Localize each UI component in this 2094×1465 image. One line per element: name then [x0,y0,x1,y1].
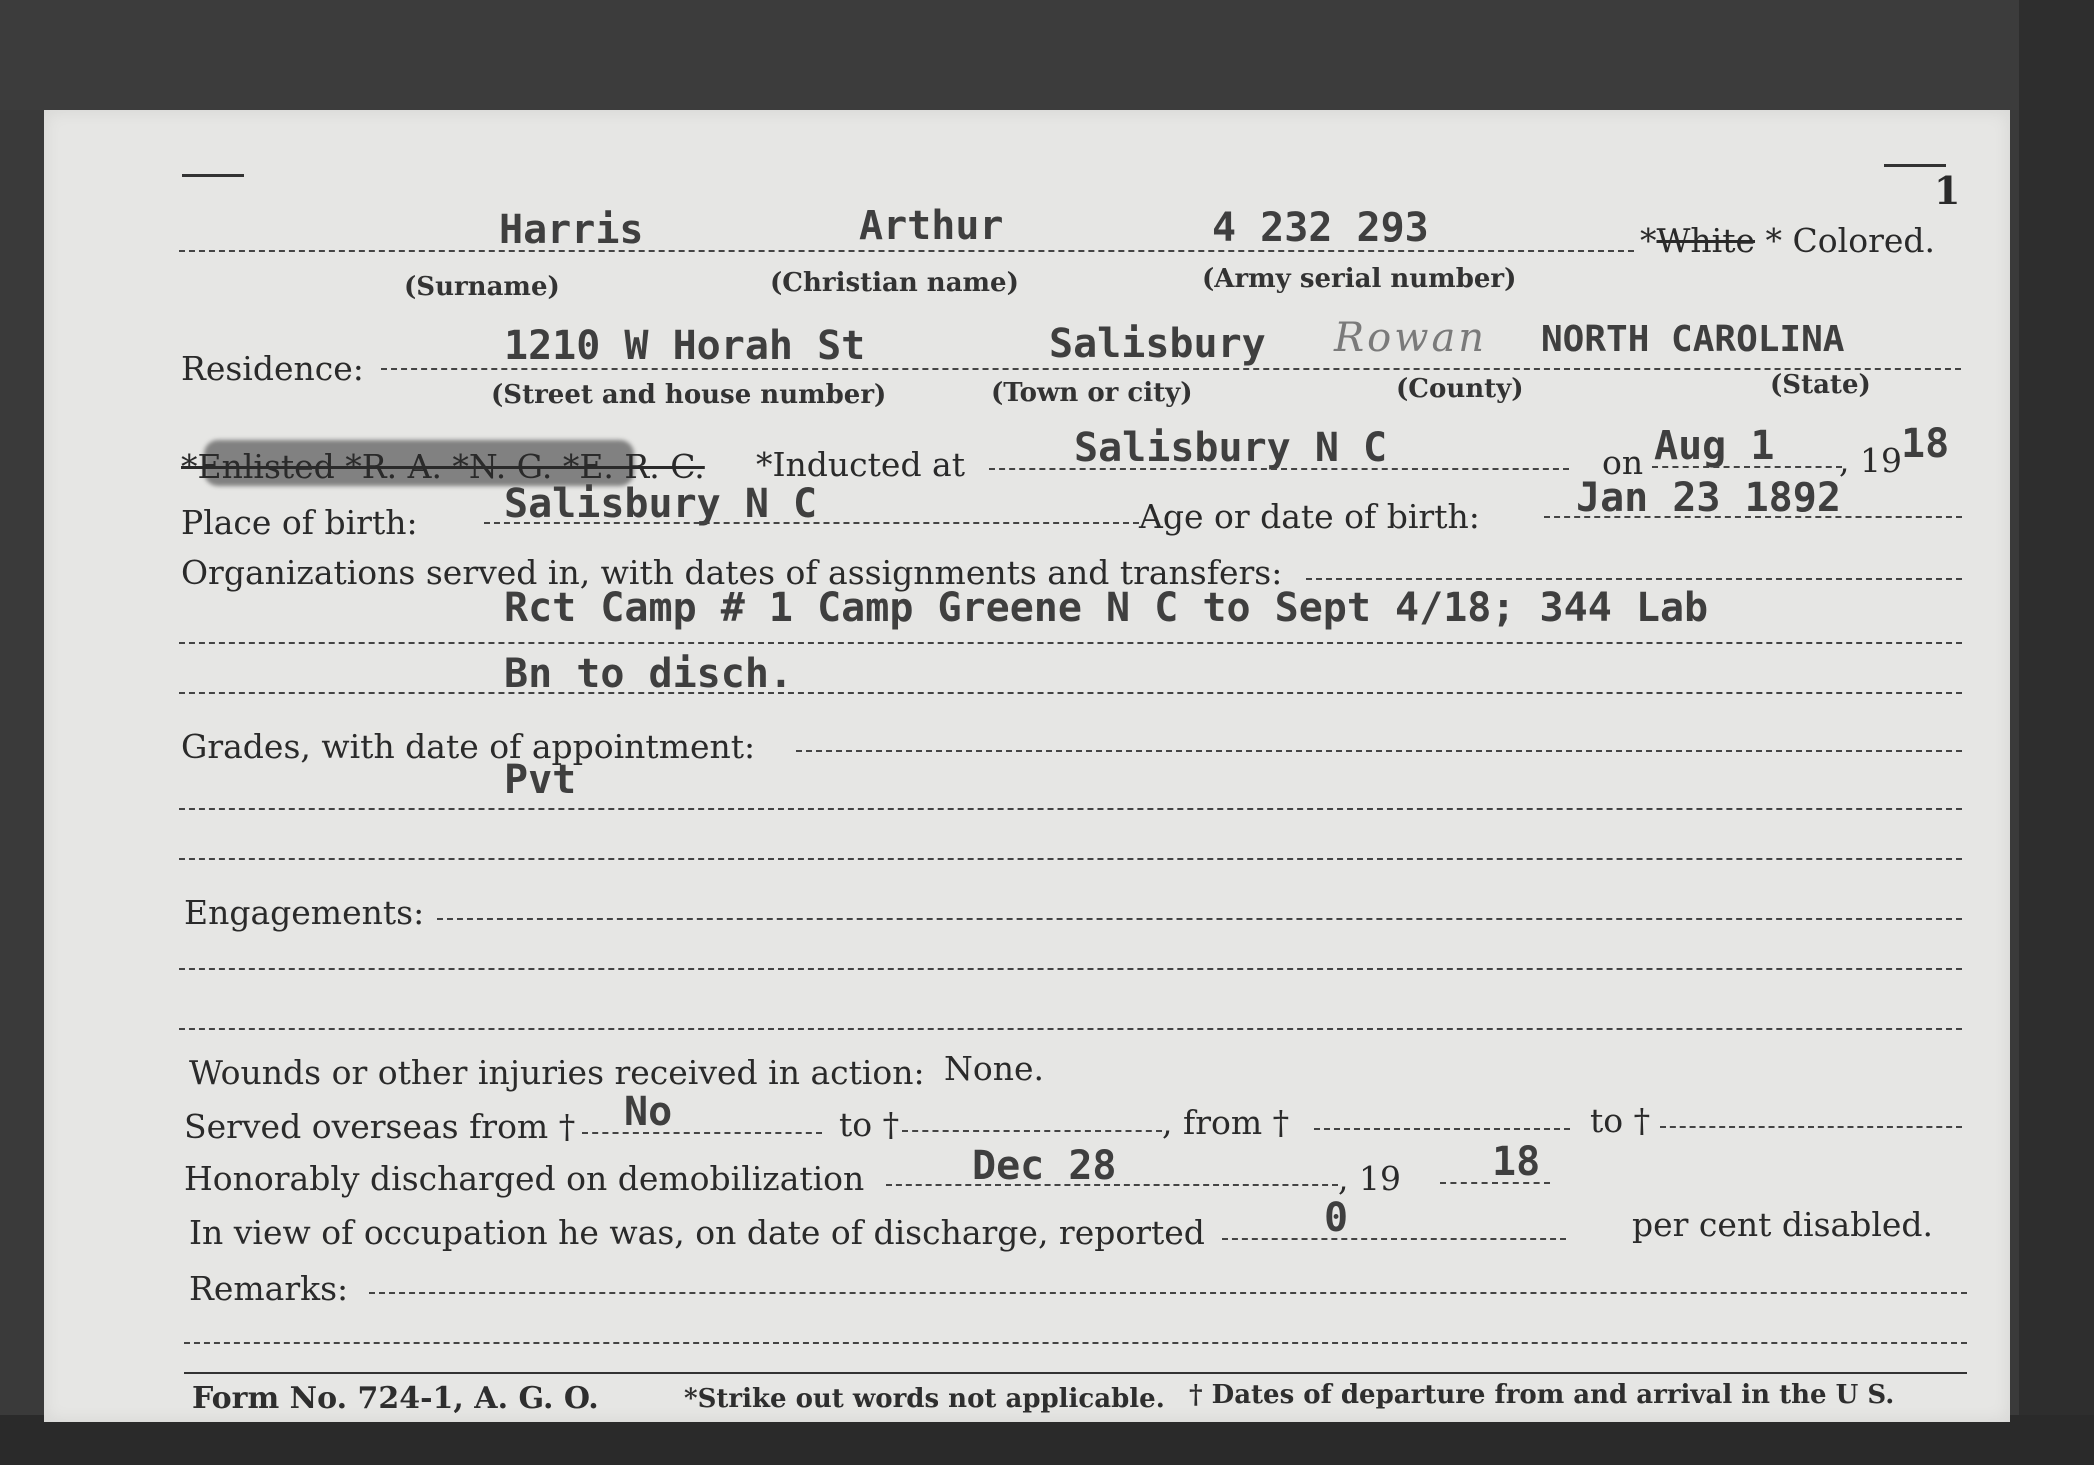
surname-caption: (Surname) [404,272,560,302]
organizations-line1-value: Rct Camp # 1 Camp Greene N C to Sept 4/18; 344 Lab [504,585,1709,631]
race-colored: Colored. [1792,221,1935,260]
grades-label: Grades, with date of appointment: [181,727,756,766]
overseas-from2-line [1314,1128,1570,1130]
residence-line [381,368,1961,370]
town-caption: (Town or city) [991,378,1193,408]
organizations-line-2 [179,692,1962,694]
organizations-label: Organizations served in, with dates of assignments and transfers: [181,553,1283,592]
date-of-birth-value: Jan 23 1892 [1576,475,1841,521]
disability-label: In view of occupation he was, on date of discharge, reported [189,1213,1205,1252]
corner-rule-left [182,174,244,177]
overseas-to2-label: to † [1590,1101,1651,1140]
engagements-line-2 [179,1028,1962,1030]
state-value: NORTH CAROLINA [1541,319,1845,360]
engagements-line-1 [179,968,1962,970]
organizations-line-1 [179,642,1962,644]
street-caption: (Street and house number) [491,380,887,410]
date-of-birth-label: Age or date of birth: [1139,497,1480,536]
overseas-from-label: Served overseas from † [184,1107,576,1146]
state-caption: (State) [1770,370,1871,400]
form-number: Form No. 724-1, A. G. O. [192,1381,599,1416]
place-of-birth-line [484,522,1139,524]
overseas-from2-label: , from † [1162,1103,1290,1142]
organizations-line-0 [1306,578,1962,580]
remarks-line-1 [369,1292,1967,1294]
wounds-value: None. [944,1049,1045,1088]
place-of-birth-label: Place of birth: [181,503,418,542]
service-record-card [44,110,2010,1422]
discharge-date-line [886,1184,1338,1186]
inducted-label: *Inducted at [756,445,965,484]
grades-value: Pvt [504,757,577,803]
street-value: 1210 W Horah St [504,323,866,369]
serial-number-caption: (Army serial number) [1202,264,1517,294]
place-of-birth-value: Salisbury N C [504,481,818,527]
overseas-to-line [902,1130,1162,1132]
grades-line-0 [796,750,1962,752]
scan-background-top [0,0,2094,110]
grades-line-1 [179,808,1962,810]
inducted-place-value: Salisbury N C [1074,425,1388,471]
residence-label: Residence: [181,349,364,388]
serial-number-value: 4 232 293 [1212,205,1429,251]
town-value: Salisbury [1049,321,1266,367]
discharge-date-value: Dec 28 [972,1143,1117,1189]
page-number: 1 [1934,168,1961,213]
organizations-line2-value: Bn to disch. [504,651,793,697]
on-label: on [1602,443,1644,482]
engagements-line-0 [437,918,1962,920]
inducted-date-value: Aug 1 [1654,423,1775,469]
wounds-label: Wounds or other injuries received in action: [189,1053,925,1092]
strike-note: *Strike out words not applicable. [684,1384,1165,1414]
header-line [179,250,1634,252]
enlisted-options-struck: *Enlisted *R. A. *N. G. *E. R. C. [181,447,705,486]
christian-name-caption: (Christian name) [770,268,1019,298]
grades-line-2 [179,858,1962,860]
disability-line [1222,1238,1566,1240]
christian-name-value: Arthur [859,203,1004,249]
disability-value: 0 [1324,1195,1349,1241]
discharge-label: Honorably discharged on demobilization [184,1159,865,1198]
corner-rule-right [1884,164,1946,167]
inducted-line [989,468,1569,470]
discharge-year-line [1440,1182,1550,1184]
discharge-year-prefix: , 19 [1338,1159,1401,1198]
date-of-birth-line [1544,516,1962,518]
discharge-year-value: 18 [1492,1139,1541,1185]
engagements-label: Engagements: [184,893,425,932]
overseas-to2-line [1660,1126,1962,1128]
scan-background-bottom [0,1415,2094,1465]
remarks-line-2 [184,1342,1967,1344]
overseas-from-value: No [624,1089,673,1135]
county-value-handwritten: Rowan [1334,315,1488,361]
overseas-to-label: to † [839,1105,900,1144]
disability-suffix: per cent disabled. [1632,1205,1934,1244]
inducted-date-line [1652,466,1842,468]
remarks-label: Remarks: [189,1269,349,1308]
footer-rule [184,1372,1967,1374]
race-options: *White * Colored. [1640,221,1935,260]
inducted-year-value: 18 [1901,421,1950,467]
race-white-struck: White [1656,221,1756,260]
overseas-from-line [582,1132,822,1134]
scan-background-right [2019,0,2094,1465]
inducted-year-prefix: , 19 [1839,441,1902,480]
county-caption: (County) [1396,374,1524,404]
surname-value: Harris [499,207,644,253]
dates-note: † Dates of departure from and arrival in the U S. [1189,1380,1895,1410]
